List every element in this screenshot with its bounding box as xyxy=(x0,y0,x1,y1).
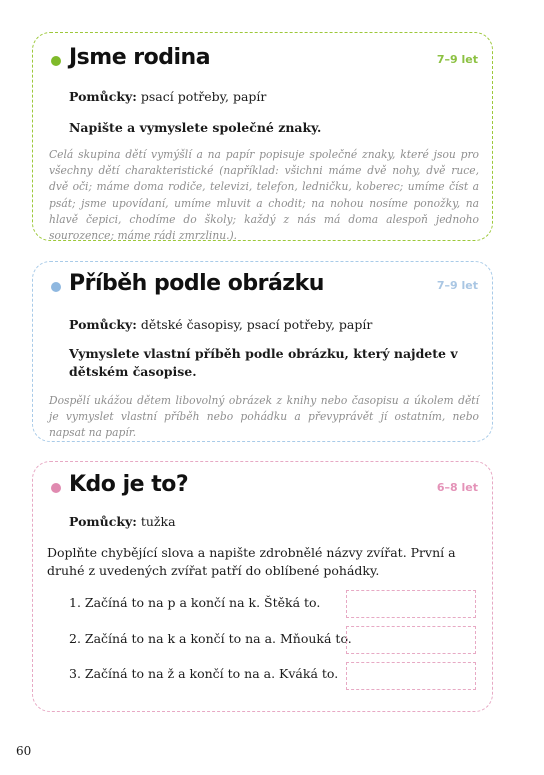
answer-box[interactable] xyxy=(346,590,476,618)
tools-value: psací potřeby, papír xyxy=(140,89,267,104)
green-bullet-icon xyxy=(51,56,61,66)
tools-line xyxy=(69,317,372,332)
tools-label: Pomůcky: xyxy=(69,514,137,529)
description-text: Celá skupina dětí vymýšlí a na papír popisuje společné znaky, které jsou pro všechny dětí charakteristické (například: všichni máme dvě nohy, dvě ruce, dvě oči; máme doma rodiče, televizi, telefon, ledničku, koberec; umíme číst a psát; jsme upovídaní, umíme mluvit a chodit; na nohou nosíme ponožky, na hlavě čepici, chodíme do školy; každý z nás má doma alespoň jednoho sourozence; máme rádi zmrzlinu.). xyxy=(49,148,479,243)
card-title: Příběh podle obrázku xyxy=(69,271,324,296)
age-badge: 7–9 let xyxy=(436,53,478,66)
tools-line xyxy=(69,89,266,104)
pink-bullet-icon xyxy=(51,483,61,493)
tools-label: Pomůcky: xyxy=(69,89,137,104)
activity-card-pribeh xyxy=(32,261,493,442)
instruction-text: Doplňte chybějící slova a napište zdrobnělé názvy zvířat. První a druhé z uvedených zvířat patří do oblíbené pohádky. xyxy=(47,545,456,578)
task-text: Vymyslete vlastní příběh podle obrázku, který najdete v dětském časopise. xyxy=(69,346,458,379)
age-badge: 6–8 let xyxy=(436,481,478,494)
activity-card-kdo-je-to xyxy=(32,461,493,712)
riddle-item: 3. Začíná to na ž a končí to na a. Kváká to. xyxy=(69,666,339,681)
tools-label: Pomůcky: xyxy=(69,317,137,332)
description-text: Dospělí ukážou dětem libovolný obrázek z knihy nebo časopisu a úkolem dětí je vymyslet vlastní příběh nebo pohádku a převyprávět jí ostatním, nebo napsat na papír. xyxy=(49,394,479,440)
answer-box[interactable] xyxy=(346,626,476,654)
tools-value: tužka xyxy=(140,514,176,529)
blue-bullet-icon xyxy=(51,282,61,292)
riddle-item: 1. Začíná to na p a končí na k. Štěká to. xyxy=(69,595,321,610)
card-title: Kdo je to? xyxy=(69,472,189,497)
tools-value: dětské časopisy, psací potřeby, papír xyxy=(140,317,373,332)
task-text: Napište a vymyslete společné znaky. xyxy=(69,120,322,135)
tools-line xyxy=(69,514,176,529)
riddle-item: 2. Začíná to na k a končí to na a. Mňouká to. xyxy=(69,631,352,646)
activity-card-jsme-rodina xyxy=(32,32,493,241)
page-number: 60 xyxy=(16,744,32,758)
answer-box[interactable] xyxy=(346,662,476,690)
age-badge: 7–9 let xyxy=(436,279,478,292)
card-title: Jsme rodina xyxy=(69,45,211,70)
